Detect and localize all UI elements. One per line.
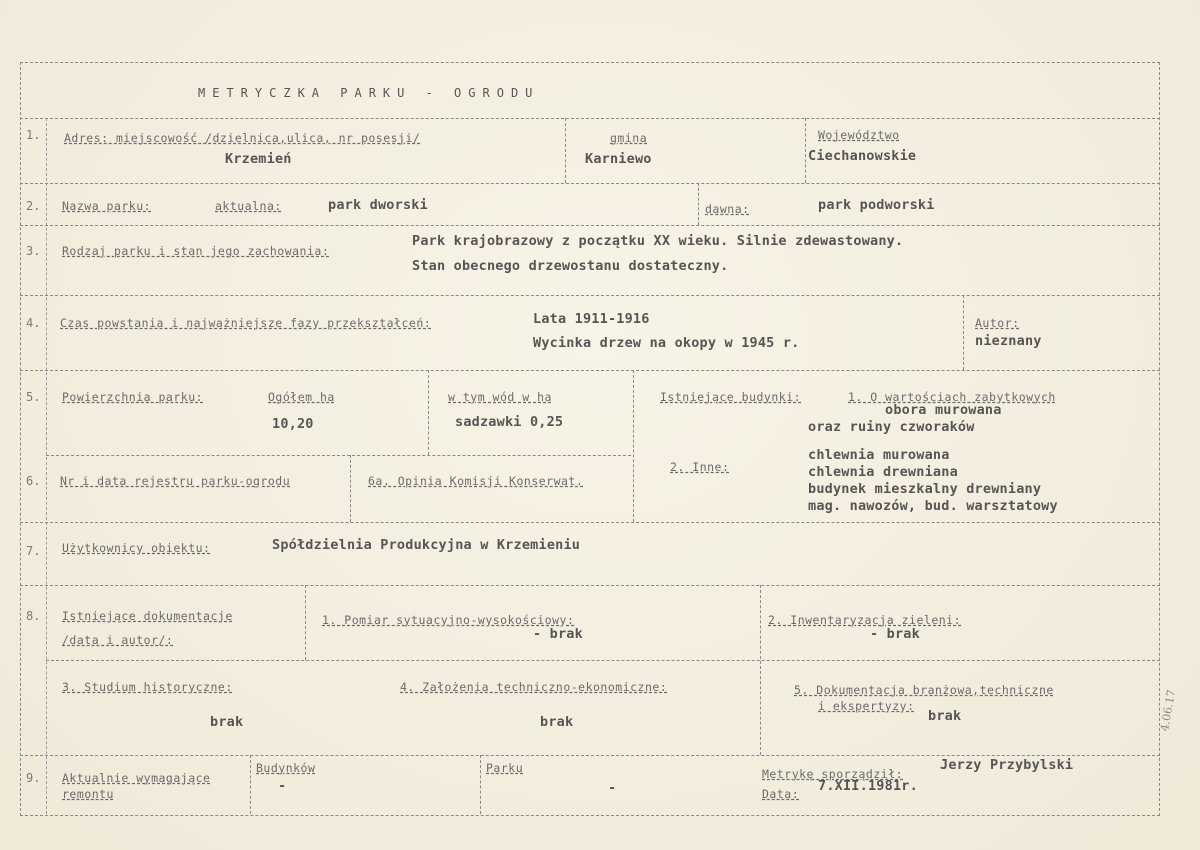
cell-divider — [250, 755, 251, 814]
margin-note: 4.06.17 — [1158, 688, 1179, 733]
users-value: Spółdzielnia Produkcyjna w Krzemieniu — [272, 537, 581, 553]
cell-divider — [480, 755, 481, 814]
cell-divider — [428, 370, 429, 455]
park-type-label: Rodzaj parku i stan jego zachowania: — [62, 244, 330, 258]
other-building-2: chlewnia drewniana — [808, 464, 958, 480]
date-label: Data: — [762, 787, 800, 801]
documents-label-2: /data i autor/: — [62, 633, 174, 647]
gmina-value: Karniewo — [585, 151, 652, 167]
branch-docs-label-2: i ekspertyzy: — [818, 699, 915, 713]
water-area-value: sadzawki 0,25 — [455, 414, 564, 430]
row-number: 8. — [26, 609, 41, 623]
park-repair-value: - — [608, 780, 617, 796]
row-divider — [20, 755, 1160, 756]
history-label: Czas powstania i najważniejsze fazy przekształceń: — [60, 316, 432, 330]
other-building-3: budynek mieszkalny drewniany — [808, 481, 1042, 497]
survey-value: - brak — [533, 626, 583, 642]
former-name-label: dawna: — [705, 202, 750, 216]
row-number: 5. — [26, 390, 41, 404]
row-number: 2. — [26, 199, 41, 213]
water-area-label: w tym wód w ha — [448, 390, 552, 404]
area-label: Powierzchnia parku: — [62, 390, 204, 404]
former-name-value: park podworski — [818, 197, 935, 213]
history-line-1: Lata 1911-1916 — [533, 311, 650, 327]
row-divider — [20, 183, 1160, 184]
row-divider — [20, 118, 1160, 119]
date-value: 7.XII.1981r. — [818, 778, 918, 794]
park-name-label: Nazwa parku: — [62, 199, 152, 213]
voivodeship-value: Ciechanowskie — [808, 148, 917, 164]
row-divider — [20, 295, 1160, 296]
tech-assumptions-value: brak — [540, 714, 574, 730]
cell-divider — [633, 370, 634, 522]
buildings-repair-value: - — [278, 778, 287, 794]
cell-divider — [565, 118, 566, 183]
row-divider — [20, 522, 1160, 523]
current-name-value: park dworski — [328, 197, 428, 213]
cell-divider — [305, 585, 306, 660]
author-label: Autor: — [975, 316, 1020, 330]
row-number: 9. — [26, 771, 41, 785]
address-label: Adres: miejscowość /dzielnica,ulica, nr posesji/ — [64, 131, 421, 145]
tech-assumptions-label: 4. Założenia techniczno-ekonomiczne: — [400, 680, 668, 694]
park-repair-label: Parku — [486, 761, 524, 775]
current-name-label: aktualna: — [215, 199, 282, 213]
inventory-value: - brak — [870, 626, 920, 642]
row-number: 4. — [26, 316, 41, 330]
branch-docs-value: brak — [928, 708, 962, 724]
form-frame — [20, 62, 1160, 816]
cell-divider — [698, 183, 699, 225]
form-title: METRYCZKA PARKU - OGRODU — [198, 86, 540, 100]
row-number: 7. — [26, 544, 41, 558]
number-column-divider — [46, 118, 47, 814]
other-building-4: mag. nawozów, bud. warsztatowy — [808, 498, 1058, 514]
historical-study-label: 3. Studium historyczne: — [62, 680, 233, 694]
author-value: nieznany — [975, 333, 1042, 349]
buildings-label: Istniejące budynki: — [660, 390, 802, 404]
other-buildings-label: 2. Inne: — [670, 460, 730, 474]
row-divider — [20, 225, 1160, 226]
other-building-1: chlewnia murowana — [808, 447, 950, 463]
cell-divider — [963, 295, 964, 370]
row-number: 1. — [26, 128, 41, 142]
row-divider — [46, 455, 631, 456]
prepared-by-label: Metrykę sporządził: — [762, 767, 904, 781]
row-divider — [20, 585, 1160, 586]
registry-label: Nr i data rejestru parku-ogrodu — [60, 474, 291, 488]
repair-label-1: Aktualnie wymagające — [62, 771, 211, 785]
buildings-repair-label: Budynków — [256, 761, 316, 775]
total-area-value: 10,20 — [272, 416, 314, 432]
commission-opinion-label: 6a. Opinia Komisji Konserwat. — [368, 474, 584, 488]
gmina-label: gmina — [610, 131, 648, 145]
address-value: Krzemień — [225, 151, 292, 167]
documents-label-1: Istniejące dokumentacje — [62, 609, 233, 623]
survey-label: 1. Pomiar sytuacyjno-wysokościowy: — [322, 613, 575, 627]
row-divider — [20, 370, 1160, 371]
row-divider — [46, 660, 1160, 661]
historic-buildings-label: 1. O wartościach zabytkowych — [848, 390, 1056, 404]
prepared-by-value: Jerzy Przybylski — [940, 757, 1074, 773]
total-area-label: Ogółem ha — [268, 390, 335, 404]
cell-divider — [350, 455, 351, 522]
voivodeship-label: Województwo — [818, 128, 900, 142]
row-number: 3. — [26, 244, 41, 258]
inventory-label: 2. Inwentaryzacja zieleni: — [768, 613, 962, 627]
cell-divider — [760, 585, 761, 755]
branch-docs-label-1: 5. Dokumentacja branżowa,techniczne — [794, 683, 1054, 697]
users-label: Użytkownicy obiektu: — [62, 541, 211, 555]
row-number: 6. — [26, 474, 41, 488]
cell-divider — [805, 118, 806, 183]
historic-building-2: oraz ruiny czworaków — [808, 419, 975, 435]
historical-study-value: brak — [210, 714, 244, 730]
park-type-line-1: Park krajobrazowy z początku XX wieku. Silnie zdewastowany. — [412, 233, 904, 249]
historic-building-1: obora murowana — [885, 402, 1002, 418]
repair-label-2: remontu — [62, 787, 114, 801]
park-type-line-2: Stan obecnego drzewostanu dostateczny. — [412, 258, 729, 274]
history-line-2: Wycinka drzew na okopy w 1945 r. — [533, 335, 800, 351]
